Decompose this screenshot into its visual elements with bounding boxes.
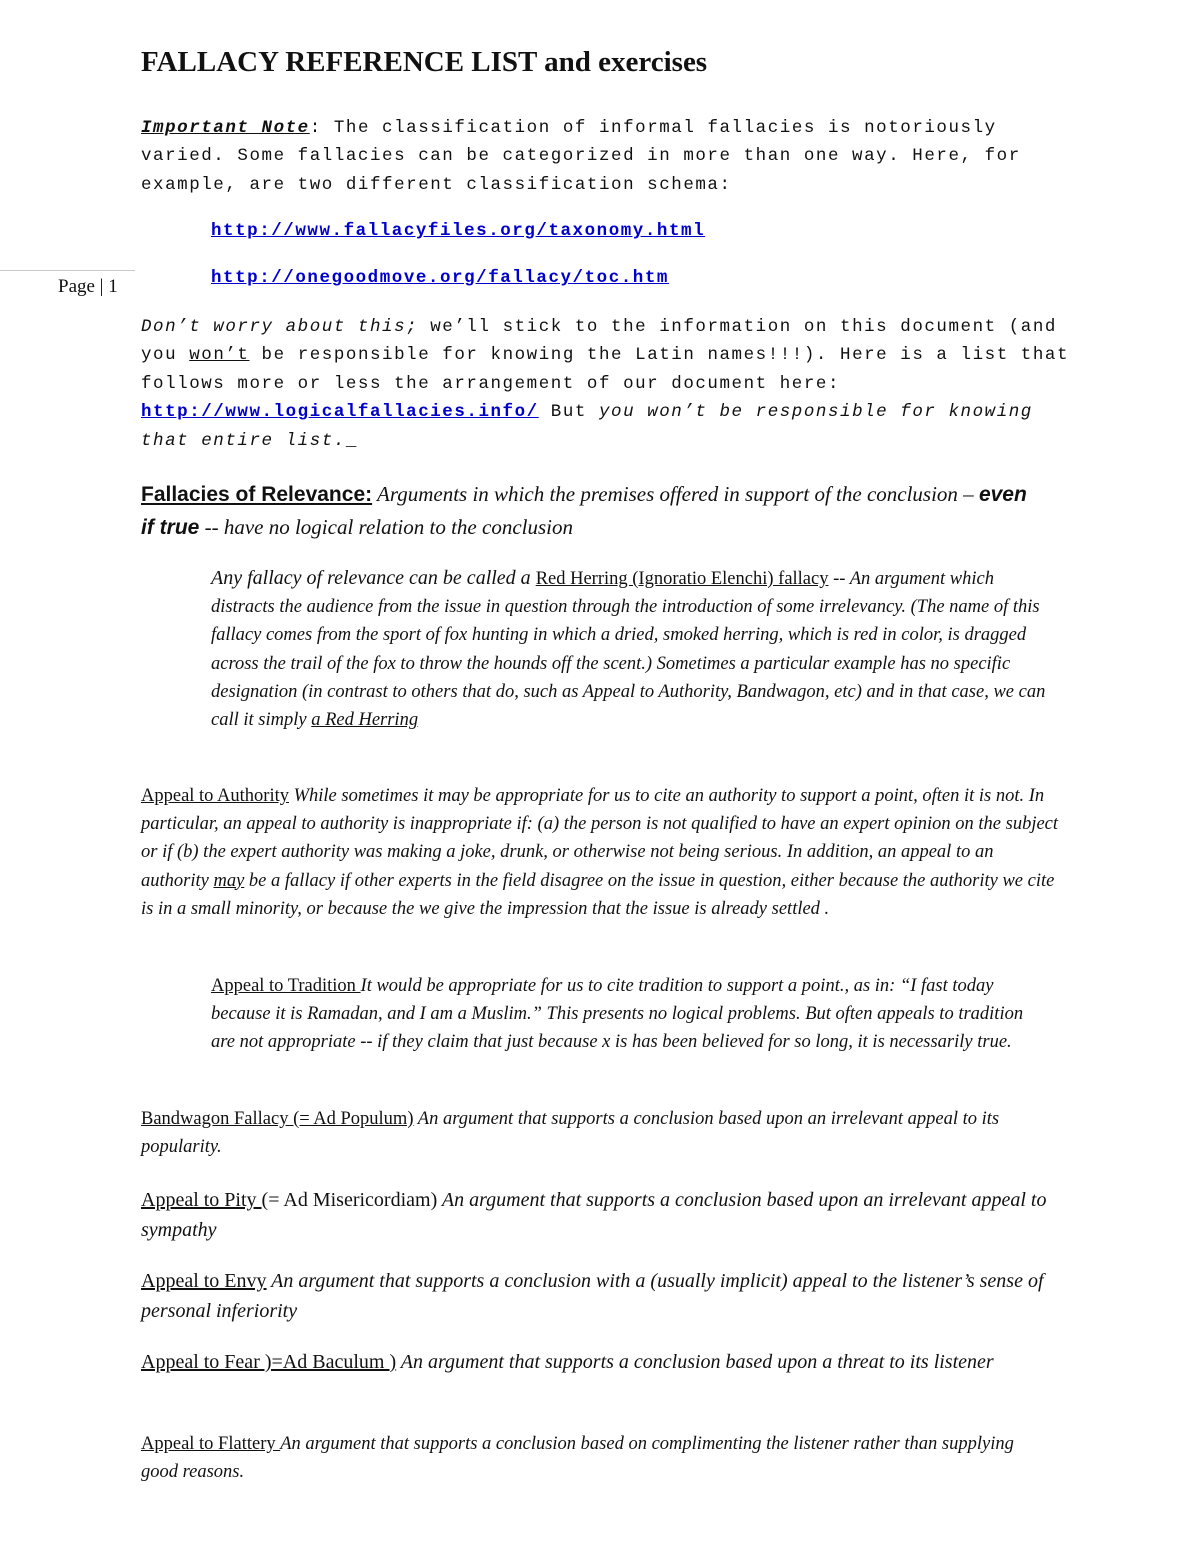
red-herring-term: Red Herring (Ignoratio Elenchi) fallacy [535,569,829,589]
appeal-to-pity-description: An argument that supports a conclusion based upon an irrelevant appeal to sympathy [141,1189,1047,1241]
appeal-to-authority-may: may [213,870,245,891]
dont-worry-text-4: you won’t be responsible for knowing that entire list. [141,402,1033,451]
appeal-to-envy-term: Appeal to Envy [141,1270,267,1292]
appeal-to-pity-term: Appeal to Pity [141,1189,262,1211]
relevance-heading-label: Fallacies of Relevance: [141,483,373,506]
margin-rule [0,270,135,271]
appeal-to-tradition-term: Appeal to Tradition [211,976,361,996]
appeal-to-authority-term: Appeal to Authority [141,786,289,806]
appeal-to-fear-entry [141,1347,1051,1377]
dont-worry-text-5: _ [345,430,358,451]
dont-worry-text-2: be responsible for knowing the Latin names!!!). Here is a list that follows more or less the arrangement of our document here: [141,345,1069,394]
important-note-text: The classification of informal fallacies is notoriously varied. Some fallacies can be categorized in more than one way. Here, for example, are two different classification schema: [141,118,1021,195]
important-note [141,114,1061,199]
dont-worry-lead: Don’t worry about this; [141,317,419,337]
red-herring-separator: -- [828,569,846,589]
important-note-label: Important Note [141,118,310,138]
dont-worry-paragraph [141,313,1071,455]
appeal-to-pity-latin: (= Ad Misericordiam) [261,1189,438,1211]
appeal-to-flattery-term: Appeal to Flattery [141,1434,281,1454]
appeal-to-flattery-description: An argument that supports a conclusion based on complimenting the listener rather than supplying good reasons. [141,1434,1014,1483]
red-herring-lead: Any fallacy of relevance can be called a [211,567,536,589]
important-note-colon: : [309,118,322,138]
dont-worry-text-3: But [538,402,599,423]
appeal-to-authority-entry [141,782,1061,923]
logicalfallacies-link[interactable]: http://www.logicalfallacies.info/ [141,402,539,423]
appeal-to-flattery-entry [141,1430,1051,1486]
bandwagon-term: Bandwagon Fallacy (= Ad Populum) [141,1109,414,1129]
red-herring-description: An argument which distracts the audience from the issue in question through the introduction of some irrelevancy. (The name of this fallacy comes from the sport of fox hunting in which a dried, smoked herring, which is red in color, is dragged across the trail of the fox to throw the hounds off the scent.) Sometimes a particular example has no specific designation (in contrast to others that do, such as Appeal to Authority, Bandwagon, etc) and in that case, we can call it simply [211,569,1046,731]
relevance-section-heading [141,478,1041,544]
red-herring-entry [211,563,1051,734]
appeal-to-fear-description: An argument that supports a conclusion based upon a threat to its listener [396,1351,994,1373]
appeal-to-tradition-description: It would be appropriate for us to cite tradition to support a point., as in: “I fast today because it is Ramadan, and I am a Muslim.” This presents no logical problems. But often appeals to tradition are not appropriate -- if they claim that just because x is has been believed for so long, it is necessarily true. [211,976,1024,1053]
appeal-to-envy-description: An argument that supports a conclusion with a (usually implicit) appeal to the listener’s sense of personal inferiority [141,1270,1044,1322]
relevance-even-if: even if true [141,483,1027,539]
appeal-to-authority-description-2: be a fallacy if other experts in the field disagree on the issue in question, either because the authority we cite is in a small minority, or because the we give the impression that the issue is already settled . [141,870,1055,919]
appeal-to-pity-entry [141,1185,1051,1245]
relevance-desc-2: -- have no logical relation to the conclusion [199,515,573,539]
wont-emphasis: won’t [189,345,250,366]
red-herring-end: a Red Herring [311,710,419,731]
appeal-to-envy-entry [141,1266,1051,1326]
onegoodmove-link[interactable]: http://onegoodmove.org/fallacy/toc.htm [211,268,669,288]
dont-worry-text-1: we’ll stick to the information on this document (and you [141,317,1057,366]
taxonomy-link[interactable]: http://www.fallacyfiles.org/taxonomy.html [211,221,706,241]
page-number: Page | 1 [58,276,118,297]
document-title: FALLACY REFERENCE LIST and exercises [141,46,708,78]
appeal-to-fear-term: Appeal to Fear )=Ad Baculum ) [141,1351,397,1373]
relevance-desc-1: Arguments in which the premises offered in support of the conclusion – [372,482,979,506]
bandwagon-description: An argument that supports a conclusion based upon an irrelevant appeal to its popularity. [141,1109,1000,1158]
bandwagon-entry [141,1105,1051,1161]
appeal-to-tradition-entry [211,972,1051,1057]
appeal-to-authority-description-1: While sometimes it may be appropriate for us to cite an authority to support a point, often it is not. In particular, an appeal to authority is inappropriate if: (a) the person is not qualified to have an expert opinion on the subject or if (b) the expert authority was making a joke, drunk, or otherwise not being serious. In addition, an appeal to an authority [141,786,1059,891]
